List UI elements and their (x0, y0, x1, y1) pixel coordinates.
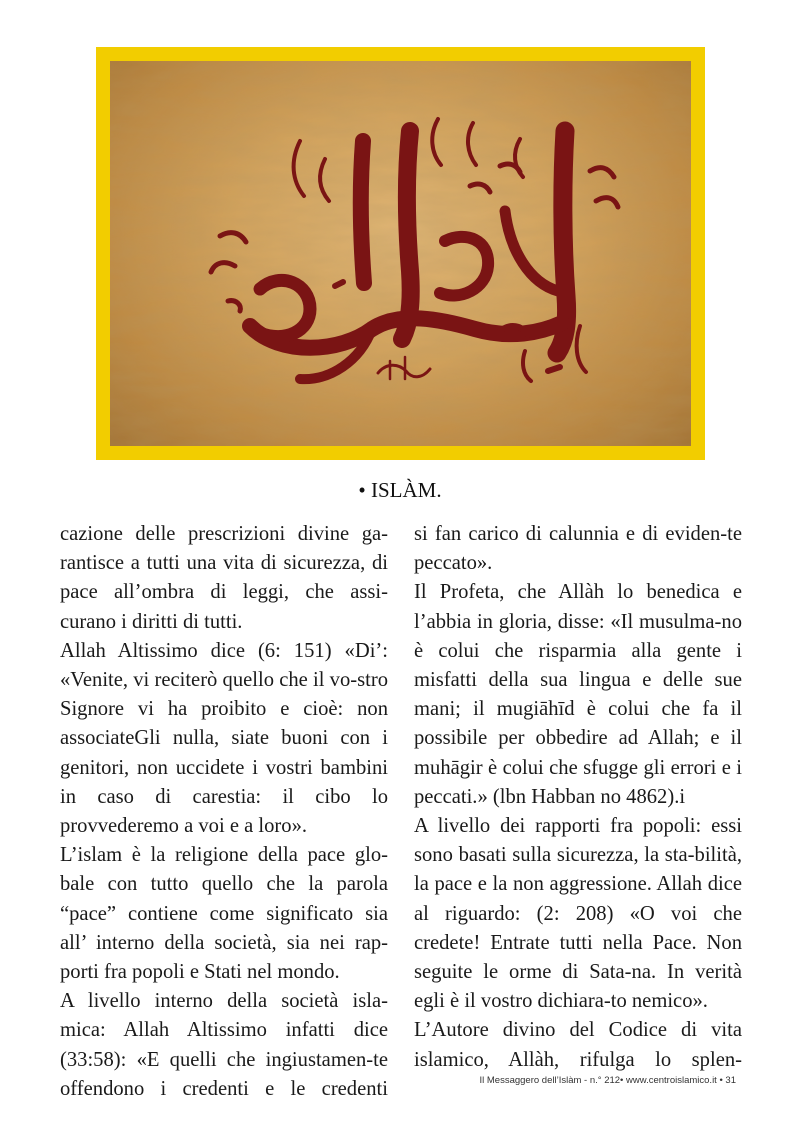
paragraph: L’islam è la religione della pace glo-bale con tutto quello che la parola “pace” contiene come significato sia all’ interno della società, sia nei rap-porti fra popoli e Stati nel mondo. (60, 844, 388, 984)
paragraph: cazione delle prescrizioni divine ga-rantisce a tutti una vita di sicurezza, di pace all’ombra di leggi, che assi-curano i diritti di tutti. (60, 523, 388, 633)
paragraph: Allah Altissimo dice (6: 151) «Di’: «Venite, vi reciterò quello che il vo-stro Signore vi ha proibito e cioè: non associateGli nulla, siate buoni con i genitori, non uccidete i vostri bambini in caso di carestia: il cibo lo provvederemo a voi e a loro». (60, 639, 388, 838)
left-text-column (60, 520, 388, 1104)
paragraph: A livello dei rapporti fra popoli: essi sono basati sulla sicurezza, la sta-bilità, la pace e la non aggressione. Allah dice al riguardo: (2: 208) «O voi che credete! Entrate tutti nella Pace. Non seguite le orme di Sata-na. In verità egli è il vostro dichiara-to nemico». (414, 815, 742, 1013)
paragraph: si fan carico di calunnia e di eviden-te peccato». (414, 523, 742, 575)
paragraph: L’Autore divino del Codice di vita islamico, Allàh, rifulga lo splen- (414, 1019, 742, 1071)
page-footer: Il Messaggero dell’Islàm - n.° 212• www.centroislamico.it • 31 (479, 1075, 736, 1086)
image-caption: • ISLÀM. (358, 478, 442, 502)
calligraphy-image (110, 61, 691, 446)
arabic-calligraphy-icon (110, 61, 691, 446)
paragraph: Il Profeta, che Allàh lo benedica e l’abbia in gloria, disse: «Il musulma-no è colui che risparmia alla gente i misfatti della sua lingua e delle sue mani; il mugiāhīd è colui che fa il possibile per obbedire ad Allah; e il muhāgir è colui che sfugge gli errori e i peccati.» (lbn Habban no 4862).i (414, 581, 742, 808)
calligraphy-frame (96, 47, 705, 460)
right-text-column (414, 520, 742, 1075)
paragraph: A livello interno della società isla-mica: Allah Altissimo infatti dice (33:58): «E quelli che ingiustamen-te offendono i credenti e le credenti (60, 990, 388, 1100)
